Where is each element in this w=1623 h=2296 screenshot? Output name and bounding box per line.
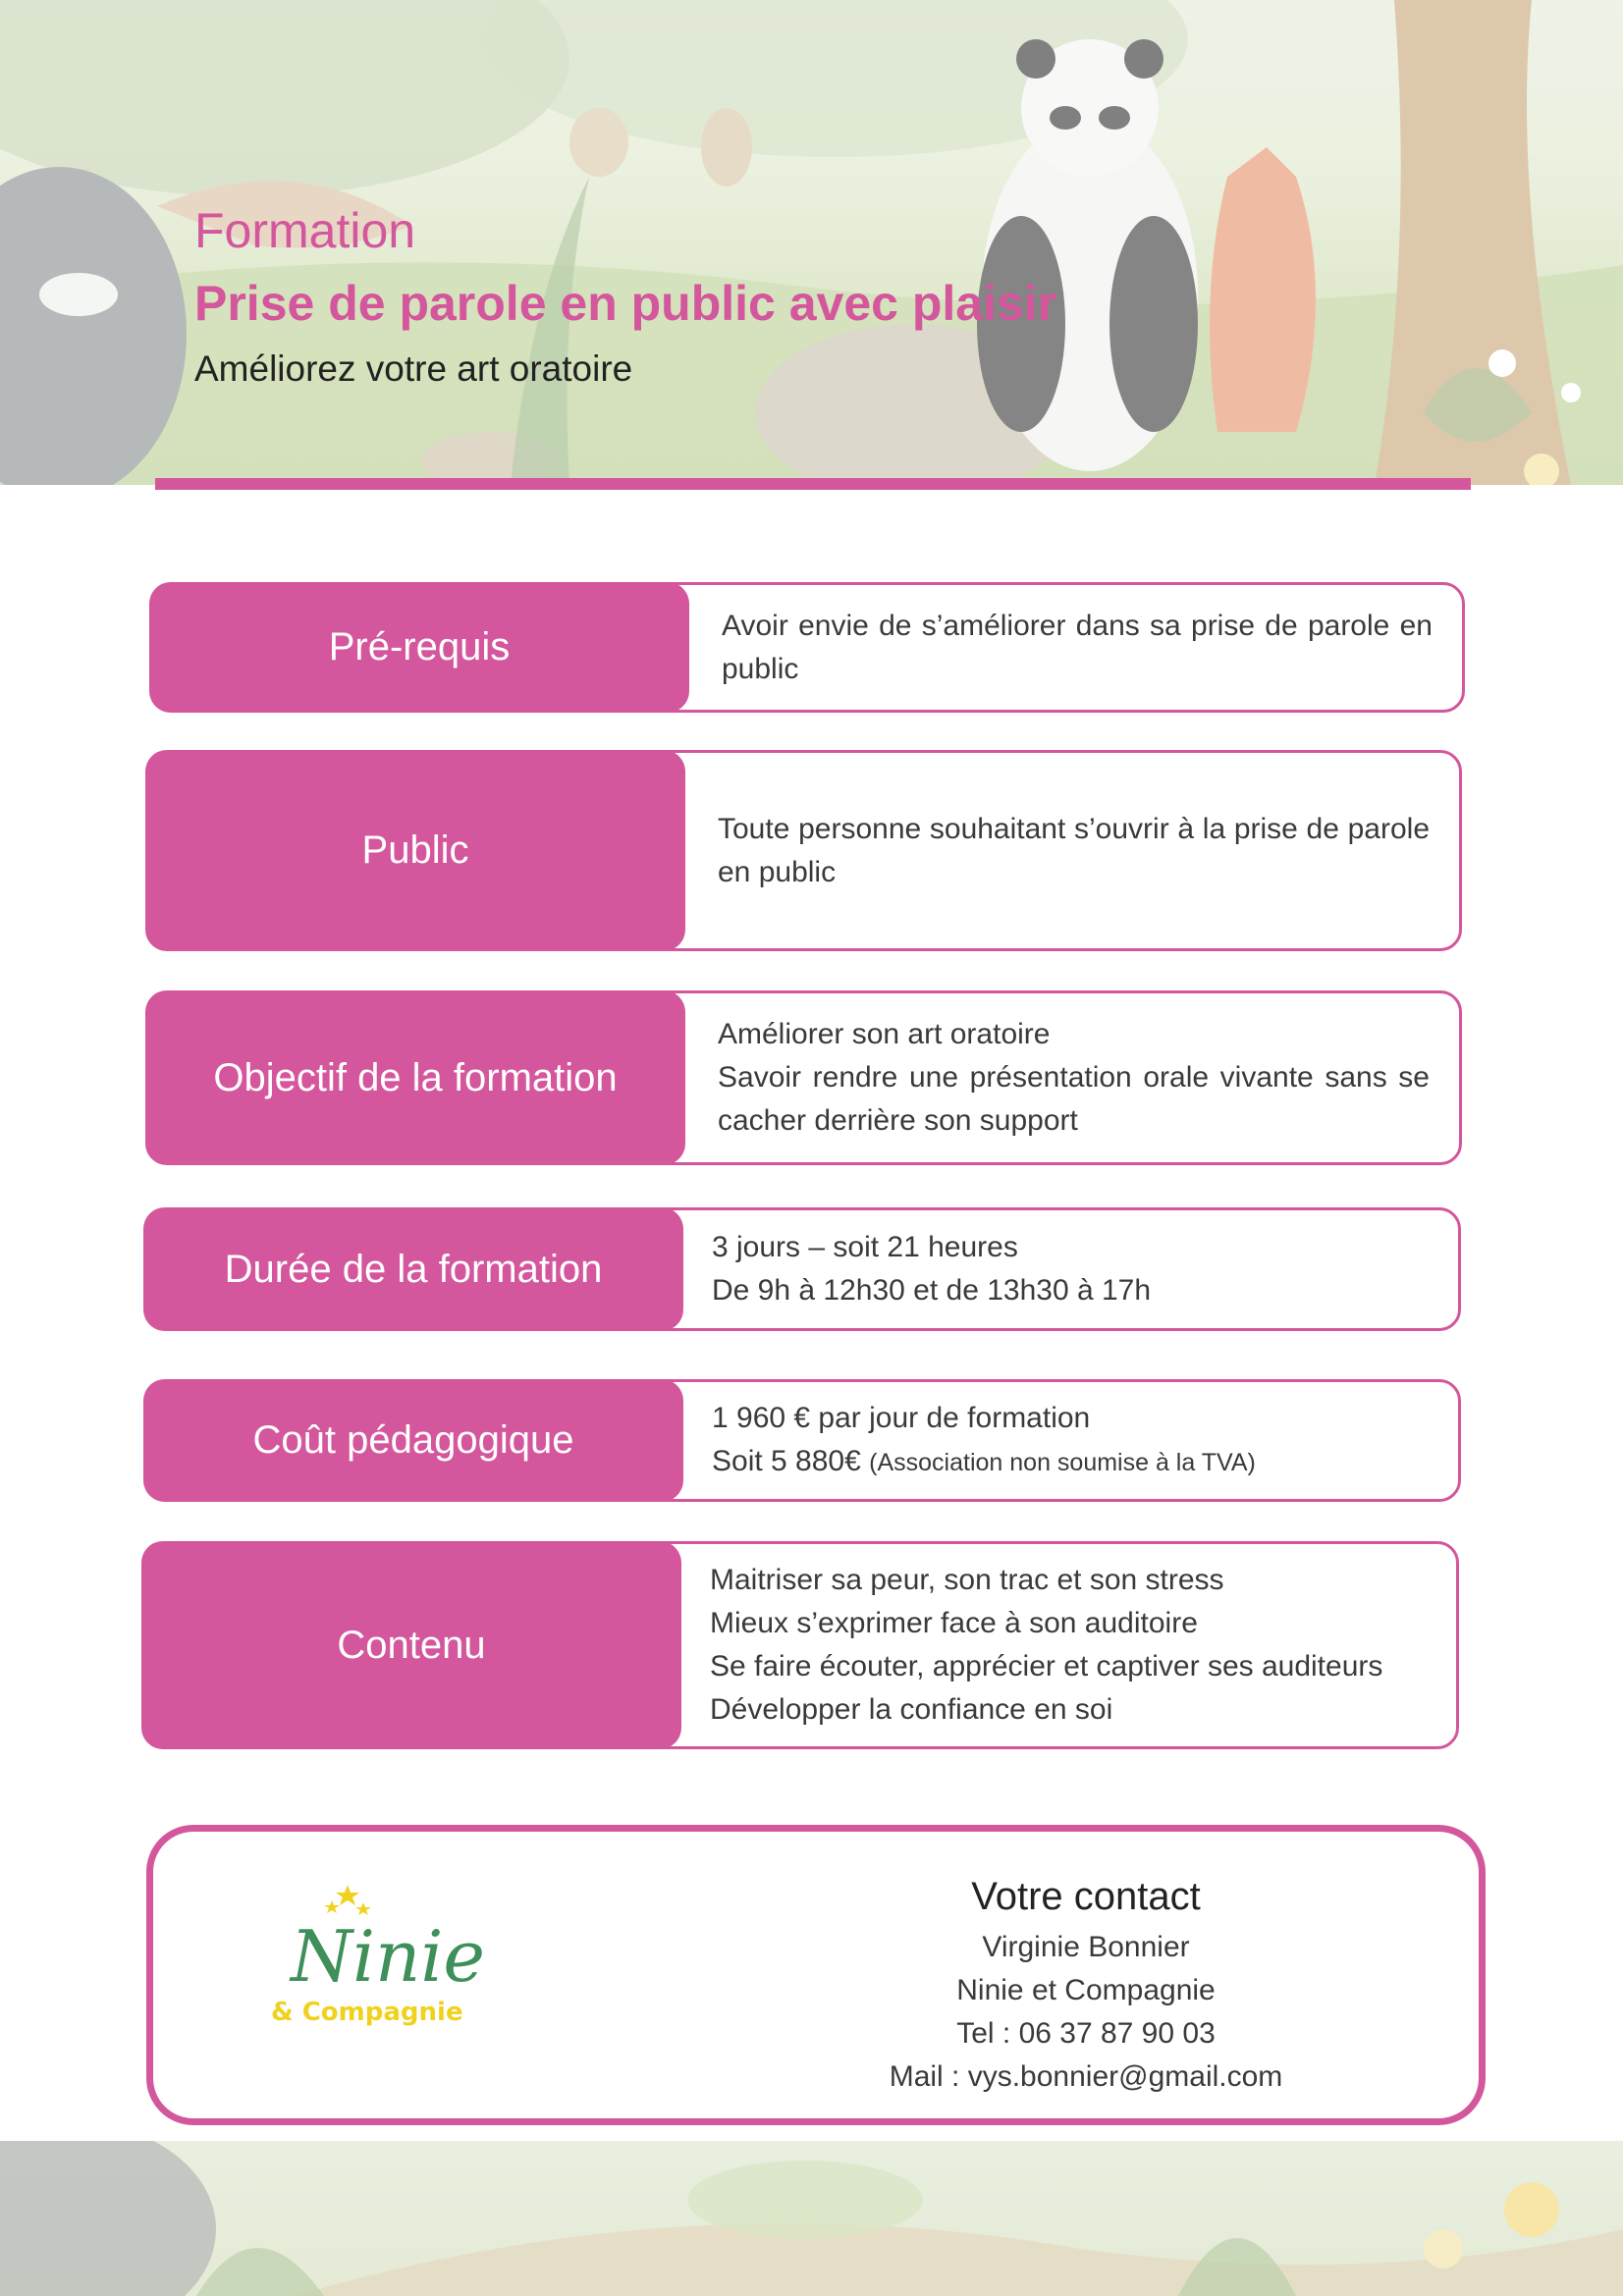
row-cout — [143, 1379, 1461, 1502]
row-line: Développer la confiance en soi — [710, 1693, 1113, 1726]
contact-card — [146, 1825, 1486, 2125]
row-value-box — [615, 1379, 1461, 1502]
row-prerequis — [149, 582, 1465, 713]
row-label: Objectif de la formation — [145, 990, 685, 1165]
row-label: Durée de la formation — [143, 1207, 683, 1331]
contact-email[interactable]: Mail : vys.bonnier@gmail.com — [889, 2060, 1283, 2093]
row-line: Toute personne souhaitant s’ouvrir à la prise de parole en public — [718, 812, 1430, 888]
page-title: Prise de parole en public avec plaisir — [194, 276, 1057, 331]
row-duree — [143, 1207, 1461, 1331]
row-text — [718, 753, 1430, 948]
row-line: 1 960 € par jour de formation — [712, 1402, 1091, 1434]
contact-phone[interactable]: Tel : 06 37 87 90 03 — [956, 2017, 1216, 2050]
row-label: Pré-requis — [149, 582, 689, 713]
page-subtitle: Améliorez votre art oratoire — [194, 348, 633, 389]
row-text — [718, 993, 1430, 1162]
contact-company: Ninie et Compagnie — [956, 1974, 1216, 2006]
row-value-box — [617, 750, 1462, 951]
ninie-compagnie-logo — [271, 1873, 507, 2040]
row-contenu — [141, 1541, 1459, 1749]
row-public — [145, 750, 1462, 951]
header-divider — [155, 478, 1471, 490]
row-line: Améliorer son art oratoire — [718, 1018, 1051, 1050]
row-label: Public — [145, 750, 685, 951]
row-line: Soit 5 880€ — [712, 1445, 861, 1477]
contact-name: Virginie Bonnier — [982, 1931, 1190, 1963]
row-objectif — [145, 990, 1462, 1165]
row-line-with-note — [712, 1440, 1429, 1484]
row-text — [712, 1382, 1429, 1499]
row-text — [722, 585, 1433, 710]
footer-illustration — [0, 2141, 1623, 2296]
vat-note: (Association non soumise à la TVA) — [869, 1449, 1256, 1476]
row-value-box — [615, 1207, 1461, 1331]
contact-title: Votre contact — [971, 1875, 1201, 1918]
row-label: Coût pédagogique — [143, 1379, 683, 1502]
header-illustration — [0, 0, 1623, 485]
row-line: Avoir envie de s’améliorer dans sa prise de parole en public — [722, 609, 1433, 685]
row-line: Savoir rendre une présentation orale vivante sans se cacher derrière son support — [718, 1061, 1430, 1137]
row-line: 3 jours – soit 21 heures — [712, 1231, 1018, 1263]
title-block — [194, 196, 1056, 397]
row-line: Mieux s’exprimer face à son auditoire — [710, 1607, 1198, 1639]
row-line: De 9h à 12h30 et de 13h30 à 17h — [712, 1274, 1152, 1307]
row-value-box — [621, 582, 1465, 713]
row-text — [710, 1544, 1427, 1746]
row-label: Contenu — [141, 1541, 681, 1749]
svg-text:& Compagnie: & Compagnie — [271, 1998, 463, 2027]
row-line: Maitriser sa peur, son trac et son stress — [710, 1564, 1224, 1596]
header-kicker: Formation — [194, 203, 416, 258]
row-text — [712, 1210, 1429, 1328]
contact-info — [860, 1867, 1312, 2099]
cartoon-forest-footer — [0, 2141, 1623, 2296]
row-value-box — [613, 1541, 1459, 1749]
row-value-box — [617, 990, 1462, 1165]
svg-text:Ninie: Ninie — [291, 1915, 486, 1998]
row-line: Se faire écouter, apprécier et captiver ses auditeurs — [710, 1650, 1383, 1682]
